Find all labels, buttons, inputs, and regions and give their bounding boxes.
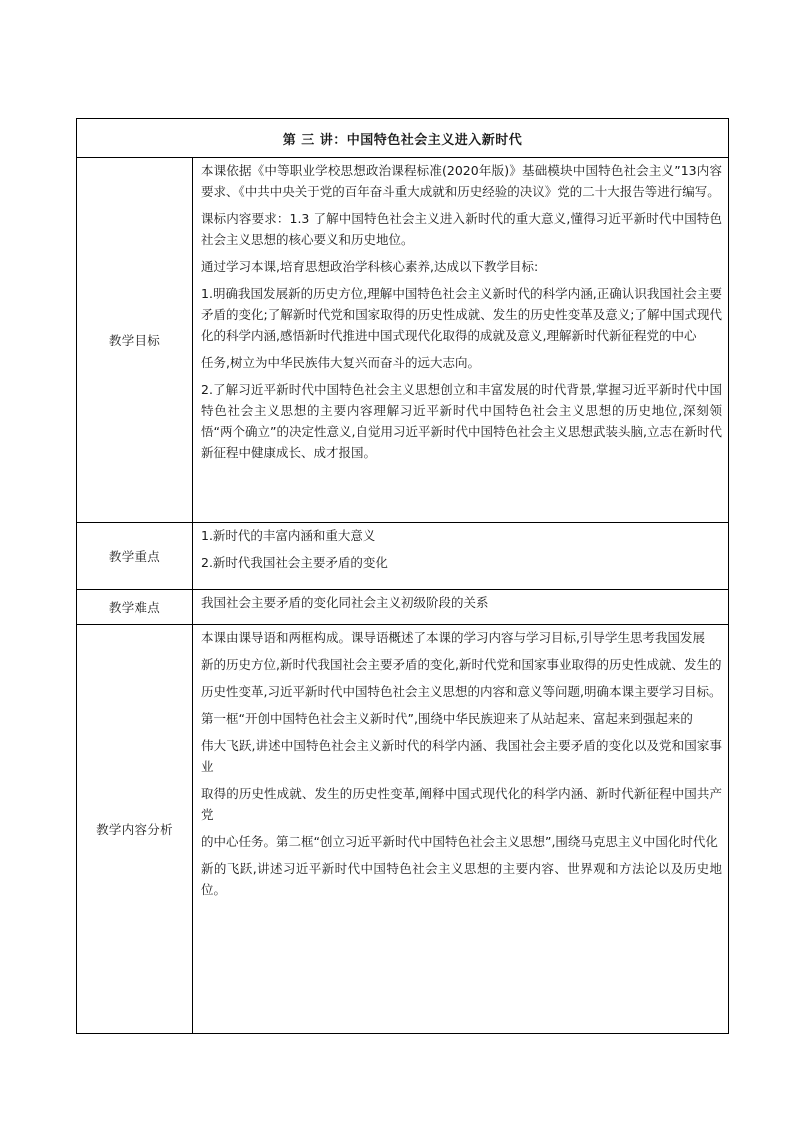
row-label-difficult-points: 教学难点 <box>77 590 193 625</box>
paragraph: 的中心任务。第二框“创立习近平新时代中国特色社会主义思想”,围绕马克思主义中国化时代化 <box>201 834 718 849</box>
row-content-content-analysis <box>193 625 729 1034</box>
paragraph: 课标内容要求：1.3 了解中国特色社会主义进入新时代的重大意义,懂得习近平新时代中国特色社会主义思想的核心要义和历史地位。 <box>201 211 722 247</box>
row-content-teaching-objectives <box>193 158 729 523</box>
row-content-key-points <box>193 523 729 590</box>
row-label-key-points: 教学重点 <box>77 523 193 590</box>
table-row <box>77 625 729 1034</box>
paragraph: 任务,树立为中华民族伟大复兴而奋斗的远大志向。 <box>201 355 480 370</box>
title-row <box>77 119 729 158</box>
lesson-plan-table <box>76 118 729 1034</box>
row-label-teaching-objectives: 教学目标 <box>77 158 193 523</box>
paragraph: 1.明确我国发展新的历史方位,理解中国特色社会主义新时代的科学内涵,正确认识我国社会主要矛盾的变化;了解新时代党和国家取得的历史性成就、发生的历史性变革及意义;了解中国式现代化的科学内涵,感悟新时代推进中国式现代化取得的成就及意义,理解新时代新征程党的中心 <box>201 286 722 343</box>
paragraph: 历史性变革,习近平新时代中国特色社会主义思想的内容和意义等问题,明确本课主要学习目标。 <box>201 684 722 699</box>
paragraph: 通过学习本课,培育思想政治学科核心素养,达成以下教学目标: <box>201 259 539 274</box>
paragraph: 取得的历史性成就、发生的历史性变革,阐释中国式现代化的科学内涵、新时代新征程中国共产党 <box>201 786 722 822</box>
row-label-content-analysis: 教学内容分析 <box>77 625 193 1034</box>
paragraph: 新的历史方位,新时代我国社会主要矛盾的变化,新时代党和国家事业取得的历史性成就、发生的 <box>201 657 722 672</box>
paragraph: 本课依据《中等职业学校思想政治课程标准(2020年版)》基础模块中国特色社会主义”13内容要求、《中共中央关于党的百年奋斗重大成就和历史经验的决议》党的二十大报告等进行编写。 <box>201 163 722 199</box>
table-row <box>77 158 729 523</box>
table-row <box>77 523 729 590</box>
paragraph: 我国社会主要矛盾的变化同社会主义初级阶段的关系 <box>201 595 489 610</box>
lesson-title: 第 三 讲：中国特色社会主义进入新时代 <box>77 119 729 158</box>
paragraph: 第一框“开创中国特色社会主义新时代”,围绕中华民族迎来了从站起来、富起来到强起来的 <box>201 711 693 726</box>
paragraph: 1.新时代的丰富内涵和重大意义 <box>201 528 376 543</box>
paragraph: 本课由课导语和两框构成。课导语概述了本课的学习内容与学习目标,引导学生思考我国发展 <box>201 630 705 645</box>
paragraph: 伟大飞跃,讲述中国特色社会主义新时代的科学内涵、我国社会主要矛盾的变化以及党和国家事业 <box>201 738 722 774</box>
row-content-difficult-points <box>193 590 729 625</box>
paragraph: 2.了解习近平新时代中国特色社会主义思想创立和丰富发展的时代背景,掌握习近平新时代中国特色社会主义思想的主要内容理解习近平新时代中国特色社会主义思想的历史地位,深刻领悟“两个确立”的决定性意义,自觉用习近平新时代中国特色社会主义思想武装头脑,立志在新时代新征程中健康成长、成才报国。 <box>201 382 722 460</box>
paragraph: 2.新时代我国社会主要矛盾的变化 <box>201 555 388 570</box>
paragraph: 新的飞跃,讲述习近平新时代中国特色社会主义思想的主要内容、世界观和方法论以及历史地位。 <box>201 861 722 897</box>
table-row <box>77 590 729 625</box>
